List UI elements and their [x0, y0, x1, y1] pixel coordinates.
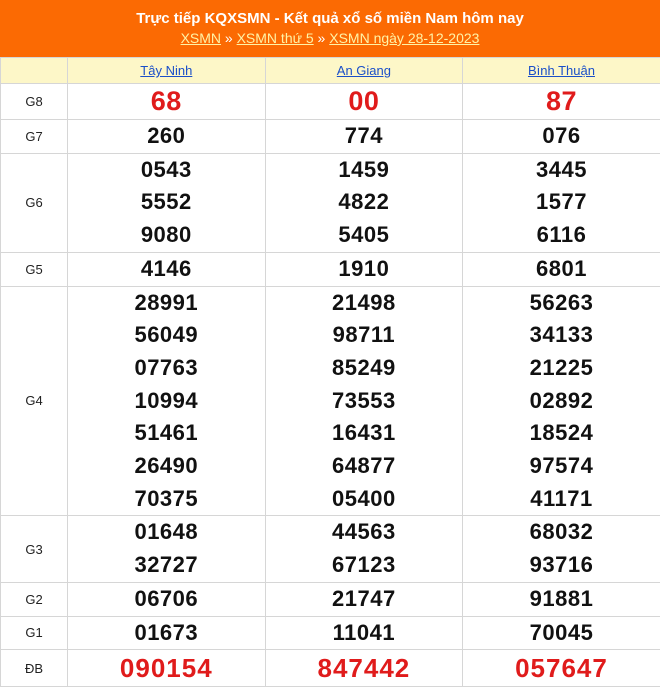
prize-number-cell — [265, 516, 463, 582]
prize-row — [1, 252, 660, 286]
prize-number-cell — [463, 516, 660, 582]
prize-number: 05400 — [266, 483, 463, 516]
results-table — [0, 57, 660, 687]
prize-number: 70045 — [463, 617, 660, 650]
header-corner-cell — [1, 58, 68, 84]
prize-number: 28991 — [68, 287, 265, 320]
prize-number-cell — [68, 650, 266, 687]
prize-number: 6116 — [463, 219, 660, 252]
breadcrumb-xsmn-thu-5[interactable]: XSMN thứ 5 — [237, 30, 314, 46]
prize-number: 4146 — [68, 253, 265, 286]
prize-label: G5 — [1, 252, 68, 286]
prize-number: 9080 — [68, 219, 265, 252]
prize-number: 1459 — [266, 154, 463, 187]
prize-number-cell — [68, 120, 266, 154]
prize-number: 34133 — [463, 319, 660, 352]
prize-number: 44563 — [266, 516, 463, 549]
prize-number: 68 — [68, 84, 265, 119]
prize-number-cell — [265, 650, 463, 687]
prize-label: G3 — [1, 516, 68, 582]
prize-number: 56263 — [463, 287, 660, 320]
prize-label: G6 — [1, 153, 68, 252]
prize-row — [1, 286, 660, 516]
prize-number-cell — [68, 582, 266, 616]
prize-number-cell — [265, 252, 463, 286]
province-header-cell — [463, 58, 660, 84]
prize-number: 1577 — [463, 186, 660, 219]
page-title: Trực tiếp KQXSMN - Kết quả xổ số miền Nam hôm nay — [0, 9, 660, 29]
prize-number: 21498 — [266, 287, 463, 320]
prize-number: 774 — [266, 120, 463, 153]
prize-number: 41171 — [463, 483, 660, 516]
prize-number: 076 — [463, 120, 660, 153]
prize-number-cell — [265, 582, 463, 616]
prize-number: 32727 — [68, 549, 265, 582]
prize-number-cell — [68, 516, 266, 582]
prize-label: G1 — [1, 616, 68, 650]
prize-number-cell — [265, 84, 463, 120]
prize-number: 18524 — [463, 417, 660, 450]
prize-row — [1, 516, 660, 582]
prize-number: 70375 — [68, 483, 265, 516]
prize-number: 6801 — [463, 253, 660, 286]
prize-number: 07763 — [68, 352, 265, 385]
prize-number: 73553 — [266, 385, 463, 418]
prize-row — [1, 616, 660, 650]
prize-number: 26490 — [68, 450, 265, 483]
prize-number: 97574 — [463, 450, 660, 483]
prize-number: 68032 — [463, 516, 660, 549]
prize-row — [1, 582, 660, 616]
prize-number-cell — [463, 153, 660, 252]
prize-number: 16431 — [266, 417, 463, 450]
prize-row — [1, 650, 660, 687]
prize-number-cell — [463, 650, 660, 687]
breadcrumb-xsmn-date[interactable]: XSMN ngày 28-12-2023 — [329, 30, 479, 46]
prize-number: 10994 — [68, 385, 265, 418]
prize-number: 02892 — [463, 385, 660, 418]
results-header — [0, 0, 660, 57]
prize-number: 21225 — [463, 352, 660, 385]
special-prize-number: 057647 — [463, 650, 660, 686]
prize-number-cell — [68, 286, 266, 516]
prize-number: 93716 — [463, 549, 660, 582]
prize-row — [1, 153, 660, 252]
prize-label: G7 — [1, 120, 68, 154]
prize-number: 64877 — [266, 450, 463, 483]
prize-number: 3445 — [463, 154, 660, 187]
prize-number: 01673 — [68, 617, 265, 650]
prize-number-cell — [463, 252, 660, 286]
prize-number: 98711 — [266, 319, 463, 352]
prize-number: 56049 — [68, 319, 265, 352]
prize-number: 51461 — [68, 417, 265, 450]
breadcrumb-xsmn[interactable]: XSMN — [181, 30, 221, 46]
prize-number-cell — [68, 84, 266, 120]
prize-rows — [1, 84, 660, 687]
prize-label: ĐB — [1, 650, 68, 687]
prize-label: G4 — [1, 286, 68, 516]
prize-number-cell — [463, 286, 660, 516]
prize-label: G8 — [1, 84, 68, 120]
prize-number-cell — [265, 153, 463, 252]
prize-number-cell — [68, 252, 266, 286]
prize-number: 0543 — [68, 154, 265, 187]
province-header-cell — [68, 58, 266, 84]
prize-number-cell — [265, 616, 463, 650]
prize-number-cell — [463, 84, 660, 120]
prize-number-cell — [265, 286, 463, 516]
province-link-binh-thuan[interactable]: Bình Thuận — [528, 63, 595, 78]
prize-number: 67123 — [266, 549, 463, 582]
prize-number: 11041 — [266, 617, 463, 650]
prize-row — [1, 84, 660, 120]
prize-number: 1910 — [266, 253, 463, 286]
prize-number: 01648 — [68, 516, 265, 549]
prize-number: 85249 — [266, 352, 463, 385]
prize-number: 5552 — [68, 186, 265, 219]
breadcrumb-separator: » — [225, 30, 233, 46]
prize-number-cell — [463, 616, 660, 650]
breadcrumb — [0, 29, 660, 48]
prize-row — [1, 120, 660, 154]
prize-number: 06706 — [68, 583, 265, 616]
prize-label: G2 — [1, 582, 68, 616]
prize-number: 4822 — [266, 186, 463, 219]
province-link-an-giang[interactable]: An Giang — [337, 63, 391, 78]
prize-number-cell — [68, 616, 266, 650]
prize-number: 87 — [463, 84, 660, 119]
breadcrumb-separator: » — [318, 30, 326, 46]
special-prize-number: 090154 — [68, 650, 265, 686]
prize-number-cell — [68, 153, 266, 252]
prize-number-cell — [463, 582, 660, 616]
province-header-row — [1, 58, 660, 84]
prize-number: 00 — [266, 84, 463, 119]
prize-number: 260 — [68, 120, 265, 153]
prize-number: 21747 — [266, 583, 463, 616]
prize-number-cell — [265, 120, 463, 154]
province-header-cell — [265, 58, 463, 84]
province-link-tay-ninh[interactable]: Tây Ninh — [140, 63, 192, 78]
prize-number-cell — [463, 120, 660, 154]
special-prize-number: 847442 — [266, 650, 463, 686]
prize-number: 5405 — [266, 219, 463, 252]
prize-number: 91881 — [463, 583, 660, 616]
